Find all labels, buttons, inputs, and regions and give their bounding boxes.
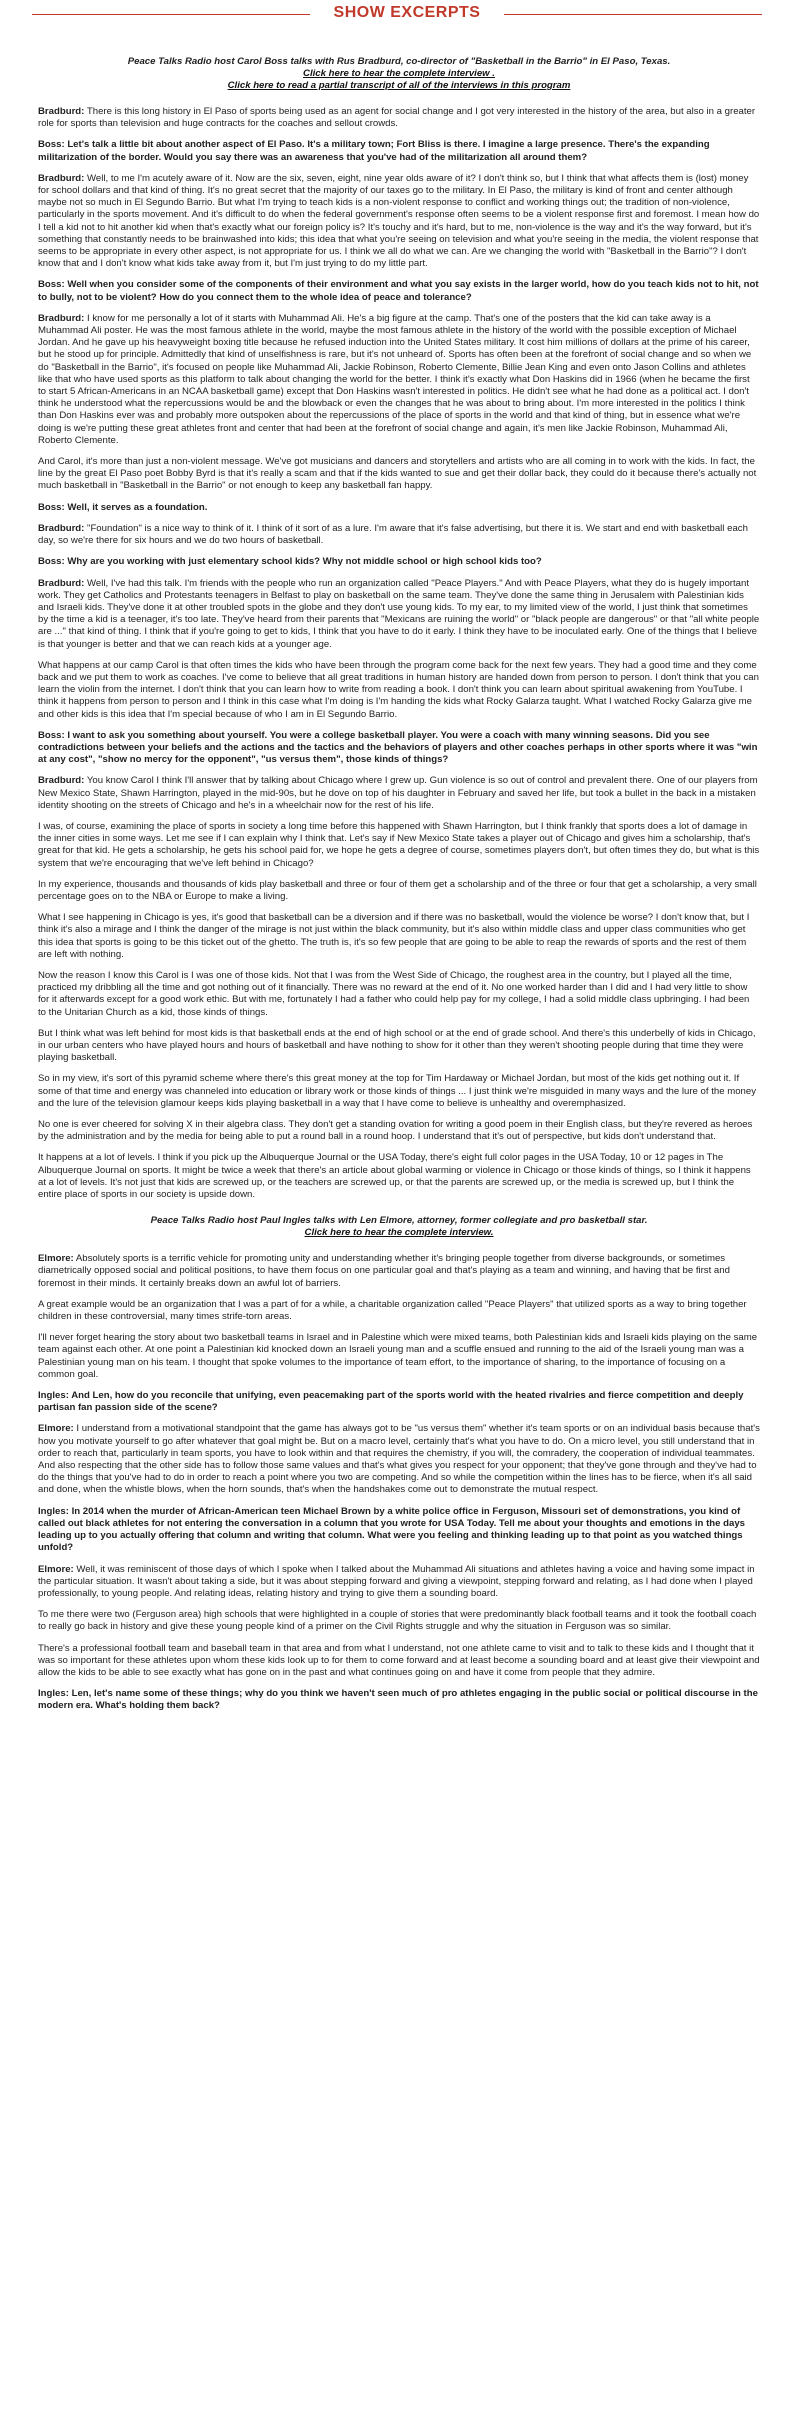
question-paragraph — [38, 730, 760, 767]
read-transcript-link[interactable]: Click here to read a partial transcript of all of the interviews in this program — [227, 80, 571, 91]
interview-elmore — [38, 1253, 760, 1712]
answer-paragraph — [38, 578, 760, 651]
paragraph-text: To me there were two (Ferguson area) high schools that were highlighted in a couple of stories that were predominantly black football teams and it took the football coach to really go back in history and give these young people kind of a primer on the Civil Rights struggle and why the situation in Ferguson was so similar. — [38, 1609, 757, 1633]
header-rule-left — [32, 14, 310, 15]
speaker-name: Bradburd: — [38, 172, 85, 184]
paragraph-text: There is this long history in El Paso of sports being used as an agent for social change and I got very interested in the history of the area, but also in a greater role for sports than television and huge contracts for the coaches and sellout crowds. — [38, 106, 756, 130]
question-paragraph — [38, 1506, 760, 1555]
paragraph-text: But I think what was left behind for most kids is that basketball ends at the end of high school or at the end of grade school. And there's this underbelly of kids in Chicago, in our urban centers who have played hours and hours of basketball and have nothing to show for it other than they weren't shooting people during that time they were playing basketball. — [38, 1027, 756, 1064]
speaker-name: Elmore: — [38, 1253, 74, 1265]
answer-paragraph — [38, 106, 760, 130]
header-bar — [0, 0, 799, 26]
paragraph-text: Well when you consider some of the components of their environment and what you say exists in the larger world, how do you teach kids not to hit, not to bully, not to be violent? How do you connect them to the whole idea of peace and tolerance? — [38, 279, 759, 303]
interview-bradburd — [38, 106, 760, 1201]
paragraph-text: Now the reason I know this Carol is I was one of those kids. Not that I was from the West Side of Chicago, the roughest area in the country, but I played all the time, practiced my dribbling all the time and got nothing out of it financially. There was no reward at the end of it. No one worked harder than I did and I had very little to show for it afterwards except for a good work ethic. But with me, fortunately I had a father who could help pay for my college, I had a solid middle class upbringing. I had been to the Unitarian Church as a kid, those kinds of things. — [38, 969, 750, 1018]
answer-paragraph — [38, 912, 760, 961]
answer-paragraph — [38, 1423, 760, 1496]
intro-line: Peace Talks Radio host Carol Boss talks with Rus Bradburd, co-director of "Basketball in the Barrio" in El Paso, Texas. — [127, 56, 671, 67]
paragraph-text: What I see happening in Chicago is yes, it's good that basketball can be a diversion and if there was no basketball, would the violence be worse? I don't know that, but I think it's also a mirage and I think the danger of the mirage is not just within the black community, but it's also within middle class and upper class communities who get this idea that sports is going to be this ticket out of the ghetto. The truth is, it's so few people that are going to be able to reap the rewards of sports and the rest of them are left with nothing. — [38, 912, 750, 960]
question-paragraph — [38, 139, 760, 163]
paragraph-text: Well, to me I'm acutely aware of it. Now are the six, seven, eight, nine year olds aware of it? I don't think so, but I think that what affects them is (lost) money for school dollars and that kind of thing. It's no great secret that the majority of our taxes go to the military. In El Paso, the military is kind of front and center although maybe not so much in El Segundo Barrio. But what I'm trying to teach kids is a non-violent response to conflict and working things out; the tradition of non-violence, particularly in the sports movement. And it's difficult to do when the federal government's response often seems to be a violent response first and foremost. I mean how do I tell a kid not to hit another kid when that's exactly what our foreign policy is? It's touchy and it's hard, but to me, non-violence is the way and it's the way forward, but it's something that constantly needs to be brainwashed into kids; this idea that what you're seeing on television and what you're seeing in the media, the violent response that seems to be appropriate in every other aspect, is not appropriate for us. I think we all do what we can. Are we changing the world with "Basketball in the Barrio"? I don't know that and I don't know what kids take away from it, but I'm just trying to do my little part. — [38, 172, 760, 270]
answer-paragraph — [38, 879, 760, 903]
paragraph-text: Well, it was reminiscent of those days of which I spoke when I talked about the Muhammad Ali situations and athletes having a voice and having some impact in the particular situation. It wasn't about taking a side, but it was about stepping forward and giving a viewpoint, stepping forward and relating, as I had done when I played professionally, to young people. And relating ideas, relating history and trying to give them a sounding board. — [38, 1563, 755, 1599]
answer-paragraph — [38, 1152, 760, 1201]
hear-complete-interview-link[interactable]: Click here to hear the complete interview . — [303, 68, 495, 79]
answer-paragraph — [38, 173, 760, 271]
paragraph-text: "Foundation" is a nice way to think of it. I think of it sort of as a lure. I'm aware that it's false advertising, but there it is. We start and end with basketball each day, so we're there for six hours and we do two hours of basketball. — [38, 522, 748, 547]
speaker-name: Bradburd: — [38, 106, 85, 117]
paragraph-text: No one is ever cheered for solving X in their algebra class. They don't get a standing ovation for writing a good poem in their English class, but they're revered as heroes by the administration and by the media for being able to put a round ball in a round hoop. I understand that it's out of perspective, but kids don't understand that. — [38, 1119, 753, 1143]
paragraph-text: I understand from a motivational standpoint that the game has always got to be "us versus them" whether it's team sports or on an individual basis because that's how you motivate yourself to go after whatever that goal might be. But on a macro level, certainly that's what you have to do. On a micro level, you still understand that in order to reach that, particularly in team sports, you have to look within and that requires the chemistry, if you will, the comradery, the cooperation of individual teammates. And also respecting that the other side has to follow those same values and that's what gives you respect for your opponent; that they've gone through and they've had to do the things that you've had to do in order to reach a point where you two are competing. And so while the competition within the lines has to be fierce, when it's all said and done, when the whistle blows, when the horn sounds, that's when the handshakes come out to demonstrate the mutual respect. — [38, 1423, 760, 1496]
paragraph-text: I was, of course, examining the place of sports in society a long time before this happened with Shawn Harrington, but I think frankly that sports does a lot of damage in the inner cities in some ways. Let me see if I can explain why I think that. Let's say if New Mexico State takes a player out of Chicago and gives him a scholarship, that's great for that kid. He gets a scholarship, he gets his school paid for, we hope he gets a degree of course, sometimes players don't, but often times they do, but what is this system that we're encouraging that we've left behind in Chicago? — [38, 820, 760, 869]
transcript-content — [38, 56, 760, 1722]
speaker-name: Boss: — [38, 501, 65, 513]
speaker-name: Bradburd: — [38, 775, 85, 787]
answer-paragraph — [38, 821, 760, 870]
interview-intro-bradburd — [38, 56, 760, 92]
speaker-name: Elmore: — [38, 1423, 74, 1435]
paragraph-text: And Len, how do you reconcile that unifying, even peacemaking part of the sports world with the heated rivalries and fierce competition and deeply partisan fan passion side of the scene? — [38, 1390, 744, 1414]
paragraph-text: Well, I've had this talk. I'm friends with the people who run an organization called "Peace Players." And with Peace Players, what they do is hugely important work. They get Catholics and Protestants teenagers in Belfast to play on basketball on the same team. They've done the same thing in Jerusalem with Palestinian kids and Israeli kids. They've done it at other troubled spots in the globe and they don't use young kids. To my ear, to my limited view of the world, I just think that sometimes by the time a kid is a teenager, it's too late. They've heard from their parents that "Mexicans are ruining the world" or "black people are dangerous" or that "all white people are ..." that kind of thing. I think that if you're going to get to kids, I think that you have to do it early. I think they have to be inoculated early. One of the things that I believe is that younger is better and that we can reach kids at a younger age. — [38, 577, 760, 650]
question-paragraph — [38, 279, 760, 303]
speaker-name: Bradburd: — [38, 577, 85, 589]
paragraph-text: Len, let's name some of these things; why do you think we haven't seen much of pro athletes engaging in the public social or political discourse in the modern era. What's holding them back? — [38, 1688, 758, 1712]
answer-paragraph — [38, 1609, 760, 1633]
paragraph-text: It happens at a lot of levels. I think if you pick up the Albuquerque Journal or the USA Today, there's eight full color pages in the USA Today, 10 or 12 pages in The Albuquerque Journal on sports. It might be twice a week that there's an article about global warming or violence in Chicago or those kinds of things, so I think it happens at a lot of levels. It's not just that kids are screwed up, or the teachers are screwed up, or that the parents are screwed up, or the media is screwed up, but I think the entire place of sports in our society is upside down. — [38, 1152, 751, 1201]
paragraph-text: I'll never forget hearing the story about two basketball teams in Israel and in Palestine which were mixed teams, both Palestinian kids and Israeli kids playing on the same team against each other. At one point a Palestinian kid knocked down an Israeli young man and a scuffle ensued and running to the aid of the Israeli young man was a Palestinian young man on his team. I thought that spoke volumes to the importance of team effort, to the importance of sharing, to the importance of focusing on a common goal. — [38, 1332, 758, 1380]
paragraph-text: So in my view, it's sort of this pyramid scheme where there's this great money at the top for Tim Hardaway or Michael Jordan, but most of the kids get nothing out it. If some of that time and energy was channeled into education or library work or those kinds of things ... I just think we're misguided in many ways and the lure of the money and the lure of the television glamour keeps kids playing basketball in a way that I have come to believe is unhealthy and overemphasized. — [38, 1073, 757, 1109]
answer-paragraph — [38, 313, 760, 447]
speaker-name: Bradburd: — [38, 522, 85, 534]
answer-paragraph — [38, 775, 760, 812]
header-rule-right — [504, 14, 762, 15]
speaker-name: Elmore: — [38, 1563, 74, 1575]
answer-paragraph — [38, 456, 760, 493]
speaker-name: Boss: — [38, 139, 65, 151]
paragraph-text: Well, it serves as a foundation. — [64, 501, 208, 513]
paragraph-text: And Carol, it's more than just a non-violent message. We've got musicians and dancers and storytellers and artists who are all coming in to work with the kids. In fact, the line by the great El Paso poet Bobby Byrd is that it's really a scam and that if the kids wanted to sue and get their dollar back, they could do it because there's actually not much basketball in "Basketball in the Barrio" or not enough to keep any basketball fan happy. — [38, 456, 757, 492]
answer-paragraph — [38, 1119, 760, 1143]
intro-line: Peace Talks Radio host Paul Ingles talks with Len Elmore, attorney, former collegiate and pro basketball star. — [150, 1215, 648, 1227]
paragraph-text: What happens at our camp Carol is that often times the kids who have been through the program come back for the next few years. They had a good time and they come back and we put them to work as coaches. I've come to believe that all great traditions in human history are handed down from person to person. I don't think that you can learn the violin from the internet. I don't think that you can learn how to write from reading a book. I don't think you can learn about spiritual awakening from YouTube. I think it happens from person to person and I think in this case what I'm doing is I'm handing the kids what Rocky Galarza taught. What I watched Rocky Galarza give me and other kids is this idea that I'm special because of who I am in El Segundo Barrio. — [38, 659, 759, 720]
answer-paragraph — [38, 1643, 760, 1680]
answer-paragraph — [38, 1564, 760, 1601]
answer-paragraph — [38, 1028, 760, 1065]
paragraph-text: You know Carol I think I'll answer that by talking about Chicago where I grew up. Gun violence is so out of control and prevalent there. One of our players from New Mexico State, Shawn Harrington, played in the mid-90s, but he dove on top of his daughter in February and saved her life, but took a bullet in the back in a mistaken identity shooting on the streets of Chicago and he's in a wheelchair now for the rest of his life. — [38, 775, 758, 811]
answer-paragraph — [38, 1332, 760, 1381]
paragraph-text: Absolutely sports is a terrific vehicle for promoting unity and understanding whether it's bringing people together from diverse backgrounds, or sometimes diametrically opposed social and political positions, to have them focus on one particular goal and that's playing as a team and winning, and having that be first and foremost in their minds. It certainly breaks down an awful lot of barriers. — [38, 1253, 730, 1289]
question-paragraph — [38, 502, 760, 514]
paragraph-text: There's a professional football team and baseball team in that area and from what I understand, not one athlete came to visit and to talk to these kids and I thought that it was so important for these athletes upon whom these kids look up to for them to come forward and at least become a sounding board and at least give their viewpoint and allow the kids to be able to see exactly what has gone on in the past and what continues going on and have it come from people that they admire. — [38, 1642, 760, 1678]
speaker-name: Bradburd: — [38, 312, 85, 324]
answer-paragraph — [38, 970, 760, 1019]
paragraph-text: I know for me personally a lot of it starts with Muhammad Ali. He's a big figure at the camp. That's one of the posters that the kid can take away is a Muhammad Ali poster. He was the most famous athlete in the world, maybe the most famous athlete in the history of the world with the possible exception of Michael Jordan. And he gave up his heavyweight boxing title because he refused induction into the United States military. It cost him millions of dollars at the prime of his career, but he stood up for principle. Admittedly that kind of unselfishness is rare, but it's not unheard of. Sports has often been at the forefront of social change and so when we do "Basketball in the Barrio", it's focused on people like Muhammad Ali, Jackie Robinson, Roberto Clemente, Billie Jean King and even onto Jason Collins and athletes like that who have used sports as this platform to talk about changing the world for the better. I think it's exactly what Don Haskins did in 1966 (when he became the first to start 5 African-Americans in an NCAA basketball game) except that Don Haskins wasn't interested in politics. He didn't see what he had done as a political act. I don't think he understood what the repercussions would be and the blowback or even the changes that he was about to bring about. I'm more interested in the politics I think than Don Haskins ever was and probably more outspoken about the repercussions of the place of sports in the world and that kind of thing, but in essence what we're doing is we're putting these great athletes front and center that had been at the forefront of social change and again, it's men like Jackie Robinson, Muhammad Ali, Roberto Clemente. — [38, 312, 752, 446]
paragraph-text: I want to ask you something about yourself. You were a college basketball player. You were a coach with many winning seasons. Did you see contradictions between your beliefs and the actions and the tactics and the behaviors of players and other coaches perhaps in other sports where it was "win at any cost", "show no mercy for the opponent", "us versus them", those kinds of things? — [38, 729, 758, 766]
question-paragraph — [38, 1390, 760, 1414]
speaker-name: Boss: — [38, 729, 65, 741]
speaker-name: Ingles: — [38, 1688, 69, 1700]
answer-paragraph — [38, 523, 760, 547]
question-paragraph — [38, 1688, 760, 1712]
speaker-name: Boss: — [38, 556, 65, 568]
paragraph-text: In 2014 when the murder of African-American teen Michael Brown by a white police office in Ferguson, Missouri set of demonstrations, you kind of called out black athletes for not entering the conversation in a column that you wrote for USA Today. Tell me about your thoughts and emotions in the days leading up to you actually offering that column and writing that column. What were you feeling and thinking leading up to that point as you watched things unfold? — [38, 1505, 745, 1554]
question-paragraph — [38, 556, 760, 568]
answer-paragraph — [38, 660, 760, 721]
hear-complete-interview-link[interactable]: Click here to hear the complete interview. — [304, 1227, 494, 1239]
answer-paragraph — [38, 1299, 760, 1323]
paragraph-text: Let's talk a little bit about another aspect of El Paso. It's a military town; Fort Bliss is there. I imagine a large presence. There's the expanding militarization of the border. Would you say there was an awareness that you've had of the militarization all around them? — [38, 139, 710, 163]
speaker-name: Boss: — [38, 279, 65, 291]
speaker-name: Ingles: — [38, 1505, 69, 1517]
answer-paragraph — [38, 1073, 760, 1110]
speaker-name: Ingles: — [38, 1390, 69, 1402]
paragraph-text: In my experience, thousands and thousands of kids play basketball and three or four of them get a scholarship and of the three or four that get a scholarship, a very small percentage goes on to the NBA or Europe to make a living. — [38, 878, 757, 902]
paragraph-text: Why are you working with just elementary school kids? Why not middle school or high school kids too? — [64, 556, 542, 568]
paragraph-text: A great example would be an organization that I was a part of for a while, a charitable organization called "Peace Players" that utilized sports as a way to bring together children in these controversial, many times strife-torn areas. — [38, 1298, 747, 1323]
answer-paragraph — [38, 1253, 760, 1290]
interview-intro-elmore — [38, 1215, 760, 1239]
page-title: SHOW EXCERPTS — [333, 4, 481, 21]
